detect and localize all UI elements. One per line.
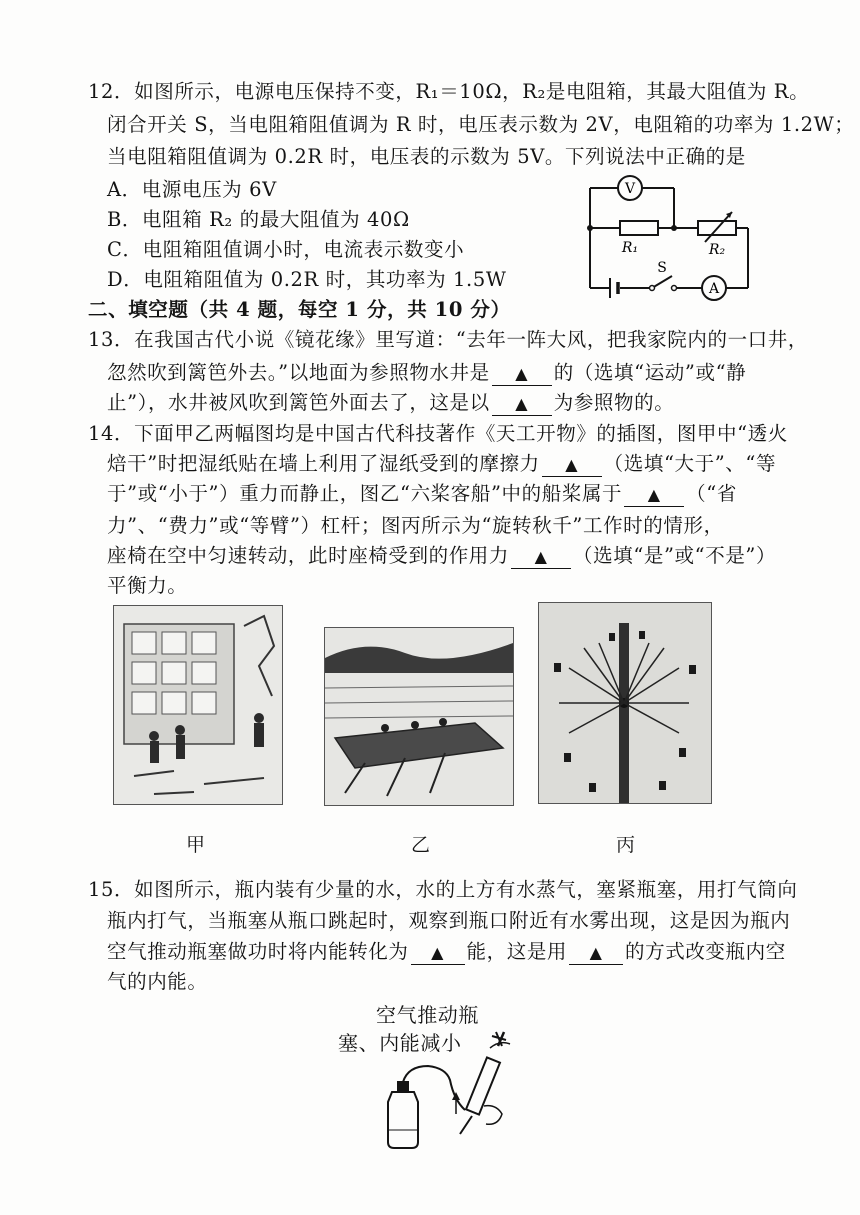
q15-line4: 气的内能。: [107, 970, 208, 993]
q12-option-a: A．电源电压为 6V: [107, 178, 277, 201]
r1-label: R₁: [621, 240, 639, 256]
answer-blank[interactable]: ▲: [569, 941, 623, 965]
caption-jia: 甲: [186, 834, 206, 856]
answer-blank[interactable]: ▲: [492, 362, 552, 386]
q14-line5: 座椅在空中匀速转动，此时座椅受到的作用力 ▲ （选填“是”或“不是”）: [107, 544, 777, 567]
voltmeter-label: V: [624, 181, 636, 197]
q13-line2: 忽然吹到篱笆外去。”以地面为参照物水井是 ▲ 的（选填“运动”或“静: [107, 361, 747, 384]
figure-label-line1: 空气推动瓶: [376, 1003, 479, 1027]
answer-blank[interactable]: ▲: [511, 545, 571, 569]
q14-line3: 于”或“小于”）重力而静止，图乙“六桨客船”中的船桨属于 ▲ （“省: [107, 482, 737, 505]
q12-option-b: B．电阻箱 R₂ 的最大阻值为 40Ω: [107, 208, 410, 231]
circuit-diagram: [580, 170, 760, 305]
answer-blank[interactable]: ▲: [624, 483, 684, 507]
q15-line2: 瓶内打气，当瓶塞从瓶口跳起时，观察到瓶口附近有水雾出现，这是因为瓶内: [107, 909, 791, 932]
figure-jia-paper-drying: [113, 605, 283, 805]
ammeter-label: A: [708, 281, 720, 297]
section-heading: 二、填空题（共 4 题，每空 1 分，共 10 分）: [88, 298, 511, 321]
r2-label: R₂: [708, 242, 726, 258]
answer-blank[interactable]: ▲: [411, 941, 465, 965]
figure-yi-passenger-boat: [324, 627, 514, 806]
q12-line3: 当电阻箱阻值调为 0.2R 时，电压表的示数为 5V。下列说法中正确的是: [107, 145, 746, 168]
answer-blank[interactable]: ▲: [492, 392, 552, 416]
q15-line3: 空气推动瓶塞做功时将内能转化为 ▲ 能，这是用 ▲ 的方式改变瓶内空: [107, 940, 786, 963]
q12-option-c: C．电阻箱阻值调小时，电流表示数变小: [107, 238, 465, 261]
answer-blank[interactable]: ▲: [542, 453, 602, 477]
q15-line1: 15．如图所示，瓶内装有少量的水，水的上方有水蒸气，塞紧瓶塞，用打气筒向: [88, 878, 798, 901]
q12-line1: 12．如图所示，电源电压保持不变，R₁＝10Ω，R₂是电阻箱，其最大阻值为 R。: [88, 80, 810, 103]
q13-line1: 13．在我国古代小说《镜花缘》里写道：“去年一阵大风，把我家院内的一口井，: [88, 328, 808, 351]
q14-line1: 14．下面甲乙两幅图均是中国古代科技著作《天工开物》的插图，图甲中“透火: [88, 422, 788, 445]
q12-option-d: D．电阻箱阻值为 0.2R 时，其功率为 1.5W: [107, 268, 507, 291]
figure-label-line2: 塞、内能减小: [338, 1031, 462, 1055]
figure-bing-rotating-swing: [538, 602, 712, 804]
q13-line3: 止”），水井被风吹到篱笆外面去了，这是以 ▲ 为参照物的。: [107, 391, 675, 414]
caption-bing: 丙: [616, 834, 636, 856]
q14-line4: 力”、“费力”或“等臂”）杠杆；图丙所示为“旋转秋千”工作时的情形，: [107, 514, 724, 537]
caption-yi: 乙: [411, 834, 431, 856]
switch-label: S: [657, 260, 667, 276]
q12-line2: 闭合开关 S，当电阻箱阻值调为 R 时，电压表示数为 2V，电阻箱的功率为 1.2W；: [107, 113, 855, 136]
q14-line6: 平衡力。: [107, 574, 188, 597]
q14-line2: 焙干”时把湿纸贴在墙上利用了湿纸受到的摩擦力 ▲ （选填“大于”、“等: [107, 452, 777, 475]
bottle-pump-figure: [380, 1030, 540, 1155]
